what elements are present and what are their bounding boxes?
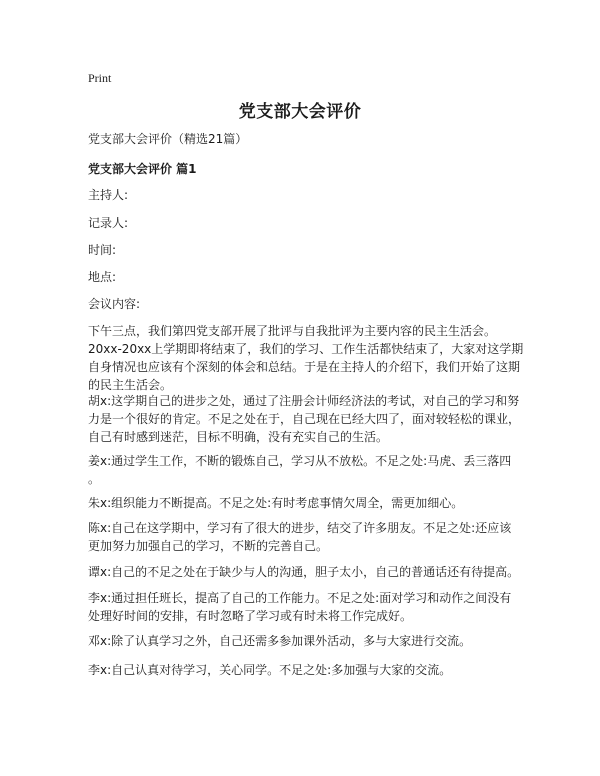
paragraph-line: 力是一个很好的肯定。不足之处在于，自己现在已经大四了，面对较轻松的课业， <box>88 412 521 426</box>
paragraph-line: 的民主生活会。 <box>88 378 173 392</box>
paragraph <box>88 563 518 581</box>
document-subtitle: 党支部大会评价（精选21篇） <box>88 132 248 146</box>
field-content: 会议内容: <box>88 297 141 311</box>
paragraph-line: 胡x:这学期自己的进步之处，通过了注册会计师经济法的考试，对自己的学习和努 <box>88 394 520 408</box>
field-place: 地点: <box>88 270 117 284</box>
paragraph <box>88 589 518 625</box>
field-recorder: 记录人: <box>88 216 129 230</box>
paragraph-line: 处理好时间的安排，有时忽略了学习或有时未将工作完成好。 <box>88 609 413 623</box>
paragraph <box>88 322 524 394</box>
paragraph-line: 李x:自己认真对待学习，关心同学。不足之处:多加强与大家的交流。 <box>88 663 452 677</box>
paragraph-line: 20xx-20xx上学期即将结束了，我们的学习、工作生活都快结束了，大家对这学期 <box>88 342 524 356</box>
paragraph-line: 朱x:组织能力不断提高。不足之处:有时考虑事情欠周全，需更加细心。 <box>88 496 464 510</box>
paragraph-line: 更加努力加强自己的学习，不断的完善自己。 <box>88 539 329 553</box>
paragraph-line: 谭x:自己的不足之处在于缺少与人的沟通，胆子太小，自己的普通话还有待提高。 <box>88 565 520 579</box>
print-label[interactable]: Print <box>88 71 112 85</box>
paragraph-line: 姜x:通过学生工作，不断的锻炼自己，学习从不放松。不足之处:马虎、丢三落四 <box>88 454 512 468</box>
paragraph <box>88 661 518 679</box>
field-time: 时间: <box>88 243 117 257</box>
paragraph-line: 下午三点，我们第四党支部开展了批评与自我批评为主要内容的民主生活会。 <box>88 324 497 338</box>
section-heading: 党支部大会评价 篇1 <box>88 162 197 176</box>
paragraph-line: 李x:通过担任班长，提高了自己的工作能力。不足之处:面对学习和动作之间没有 <box>88 591 512 605</box>
paragraph <box>88 632 518 650</box>
paragraph-line: 。 <box>88 472 101 486</box>
paragraph-line: 邓x:除了认真学习之外，自己还需多参加课外活动，多与大家进行交流。 <box>88 634 472 648</box>
paragraph <box>88 392 521 446</box>
paragraph <box>88 519 518 555</box>
paragraph-line: 自己有时感到迷茫，目标不明确，没有充实自己的生活。 <box>88 430 389 444</box>
paragraph-line: 自身情况也应该有个深刻的体会和总结。于是在主持人的介绍下，我们开始了这期 <box>88 360 521 374</box>
field-host: 主持人: <box>88 188 129 202</box>
document-title: 党支部大会评价 <box>238 102 362 122</box>
paragraph <box>88 452 518 488</box>
paragraph <box>88 494 518 512</box>
paragraph-line: 陈x:自己在这学期中，学习有了很大的进步，结交了许多朋友。不足之处:还应该 <box>88 521 512 535</box>
